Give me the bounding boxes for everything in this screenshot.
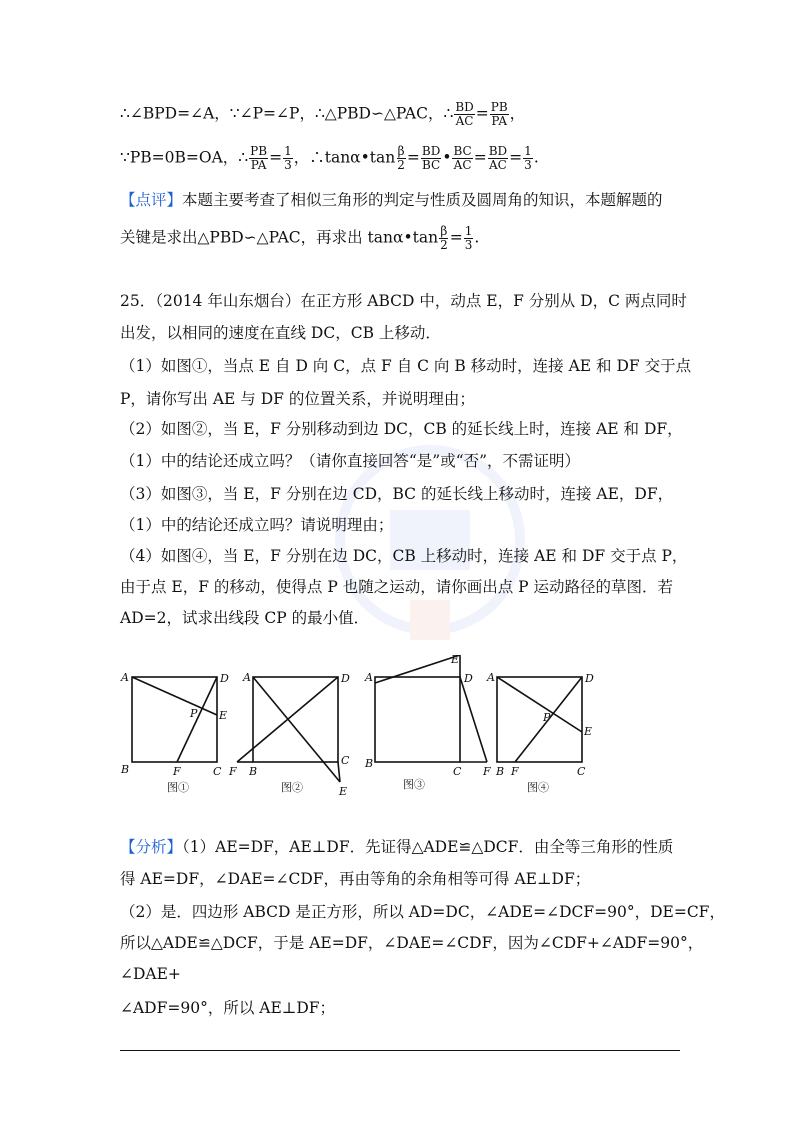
label-f: F <box>229 765 237 778</box>
label-f: F <box>511 765 519 778</box>
label-a: A <box>121 671 129 684</box>
analysis-line: （2）是．四边形 ABCD 是正方形，所以 AD=DC，∠ADE=∠DCF=90°，DE=CF， <box>120 903 725 921</box>
figure-caption-2: 图② <box>281 781 303 794</box>
figure-4-square <box>497 677 582 762</box>
analysis-line: 所以△ADE≌△DCF，于是 AE=DF，∠DAE=∠CDF，因为∠CDF+∠ADF=90°， <box>120 934 704 952</box>
fraction: $\frac{1}{3}$ <box>284 144 292 172</box>
analysis-line: ∠DAE+ <box>120 965 181 983</box>
figure-3-line-ae <box>375 655 460 683</box>
figure-caption-4: 图④ <box>527 781 549 794</box>
label-d: D <box>220 672 229 685</box>
problem-line: AD=2，试求出线段 CP 的最小值． <box>120 609 370 627</box>
solution-line-1: ∴∠BPD=∠A，∵∠P=∠P，∴△PBD∽△PAC，∴ $\frac{BD}{AC}$ = $\frac{PB}{PA}$ ， <box>120 100 526 128</box>
label-a: A <box>487 671 495 684</box>
problem-line: （1）中的结论还成立吗？（请你直接回答“是”或“否”，不需证明） <box>120 452 581 470</box>
problem-line: P，请你写出 AE 与 DF 的位置关系，并说明理由； <box>120 390 475 408</box>
label-e: E <box>219 709 228 722</box>
fraction: $\frac{BD}{AC}$ <box>455 100 474 128</box>
figure-caption-3: 图③ <box>403 778 425 791</box>
label-a: A <box>243 671 251 684</box>
comment-line-1: 【点评】本题主要考查了相似三角形的判定与性质及圆周角的知识，本题解题的 <box>120 191 663 209</box>
problem-line: （3）如图③，当 E，F 分别在边 CD，BC 的延长线上移动时，连接 AE，DF， <box>120 485 674 503</box>
problem-line: （4）如图④，当 E，F 分别在边 DC，CB 上移动时，连接 AE 和 DF 交于点 P， <box>120 547 688 565</box>
fraction: $\frac{BD}{AC}$ <box>488 144 508 172</box>
fraction: $\frac{\beta}{2}$ <box>397 144 405 172</box>
problem-line: （1）中的结论还成立吗？请说明理由； <box>120 516 394 534</box>
fraction: $\frac{BC}{AC}$ <box>453 144 472 172</box>
label-b: B <box>496 765 505 778</box>
figure-1-square <box>132 677 217 762</box>
label-c: C <box>453 765 462 778</box>
figure-3-square <box>375 677 460 762</box>
geometry-figures <box>115 655 595 805</box>
problem-line: （2）如图②，当 E，F 分别移动到边 DC，CB 的延长线上时，连接 AE 和 DF， <box>120 420 683 438</box>
figure-4-line-ae <box>497 677 582 732</box>
figure-2-line-ae <box>253 677 340 782</box>
solution-line-2: ∵PB=0B=OA，∴ $\frac{PB}{PA}$ = $\frac{1}{3}$ ，∴tanα•tan $\frac{\beta}{2}$ = $\frac{BD}{BC}$ • $\frac{BC}{AC}$ = $\frac{BD}{AC}$ = $\frac{1}{3}$ . <box>120 144 539 172</box>
fraction: $\frac{BD}{BC}$ <box>421 144 441 172</box>
fraction: $\frac{PB}{PA}$ <box>250 144 268 172</box>
label-e: E <box>584 725 593 738</box>
figure-3-line-df <box>460 677 487 762</box>
comment-tag: 【点评】 <box>120 191 183 209</box>
figure-caption-1: 图① <box>167 781 189 794</box>
analysis-line-1: 【分析】（1）AE=DF，AE⊥DF．先证得△ADE≌△DCF．由全等三角形的性质 <box>120 838 674 856</box>
problem-line: 25．（2014 年山东烟台）在正方形 ABCD 中，动点 E，F 分别从 D，C 两点同时 <box>120 292 687 310</box>
fraction: $\frac{1}{3}$ <box>464 224 473 252</box>
footer-rule <box>120 1050 680 1051</box>
fraction: $\frac{PB}{PA}$ <box>490 100 508 128</box>
label-c: C <box>213 765 222 778</box>
label-d: D <box>585 672 594 685</box>
analysis-line: 得 AE=DF，∠DAE=∠CDF，再由等角的余角相等可得 AE⊥DF； <box>120 870 591 888</box>
label-b: B <box>365 757 374 770</box>
label-e: E <box>339 785 348 798</box>
problem-line: 出发，以相同的速度在直线 DC，CB 上移动． <box>120 324 441 342</box>
label-p: P <box>543 711 551 724</box>
fraction: $\frac{1}{3}$ <box>524 144 532 172</box>
label-d: D <box>341 672 350 685</box>
figure-2-line-df <box>237 677 338 762</box>
label-a: A <box>365 671 373 684</box>
analysis-tag: 【分析】 <box>120 838 183 856</box>
label-f: F <box>173 765 181 778</box>
label-p: P <box>190 707 198 720</box>
label-c: C <box>577 765 586 778</box>
label-d: D <box>464 672 473 685</box>
figure-1-line-ae <box>132 677 217 715</box>
comment-line-2: 关键是求出△PBD∽△PAC，再求出 tanα•tan $\frac{\beta}{2}$ = $\frac{1}{3}$ . <box>120 224 480 252</box>
label-f: F <box>483 765 491 778</box>
analysis-line: ∠ADF=90°，所以 AE⊥DF； <box>120 999 336 1017</box>
fraction: $\frac{\beta}{2}$ <box>440 224 448 252</box>
label-c: C <box>341 754 350 767</box>
problem-line: （1）如图①，当点 E 自 D 向 C，点 F 自 C 向 B 移动时，连接 AE 和 DF 交于点 <box>120 357 692 375</box>
figure-2-square <box>253 677 338 762</box>
problem-line: 由于点 E，F 的移动，使得点 P 也随之运动，请你画出点 P 运动路径的草图．若 <box>120 578 673 596</box>
label-e: E <box>451 655 460 666</box>
label-b: B <box>121 763 130 776</box>
label-b: B <box>249 765 258 778</box>
